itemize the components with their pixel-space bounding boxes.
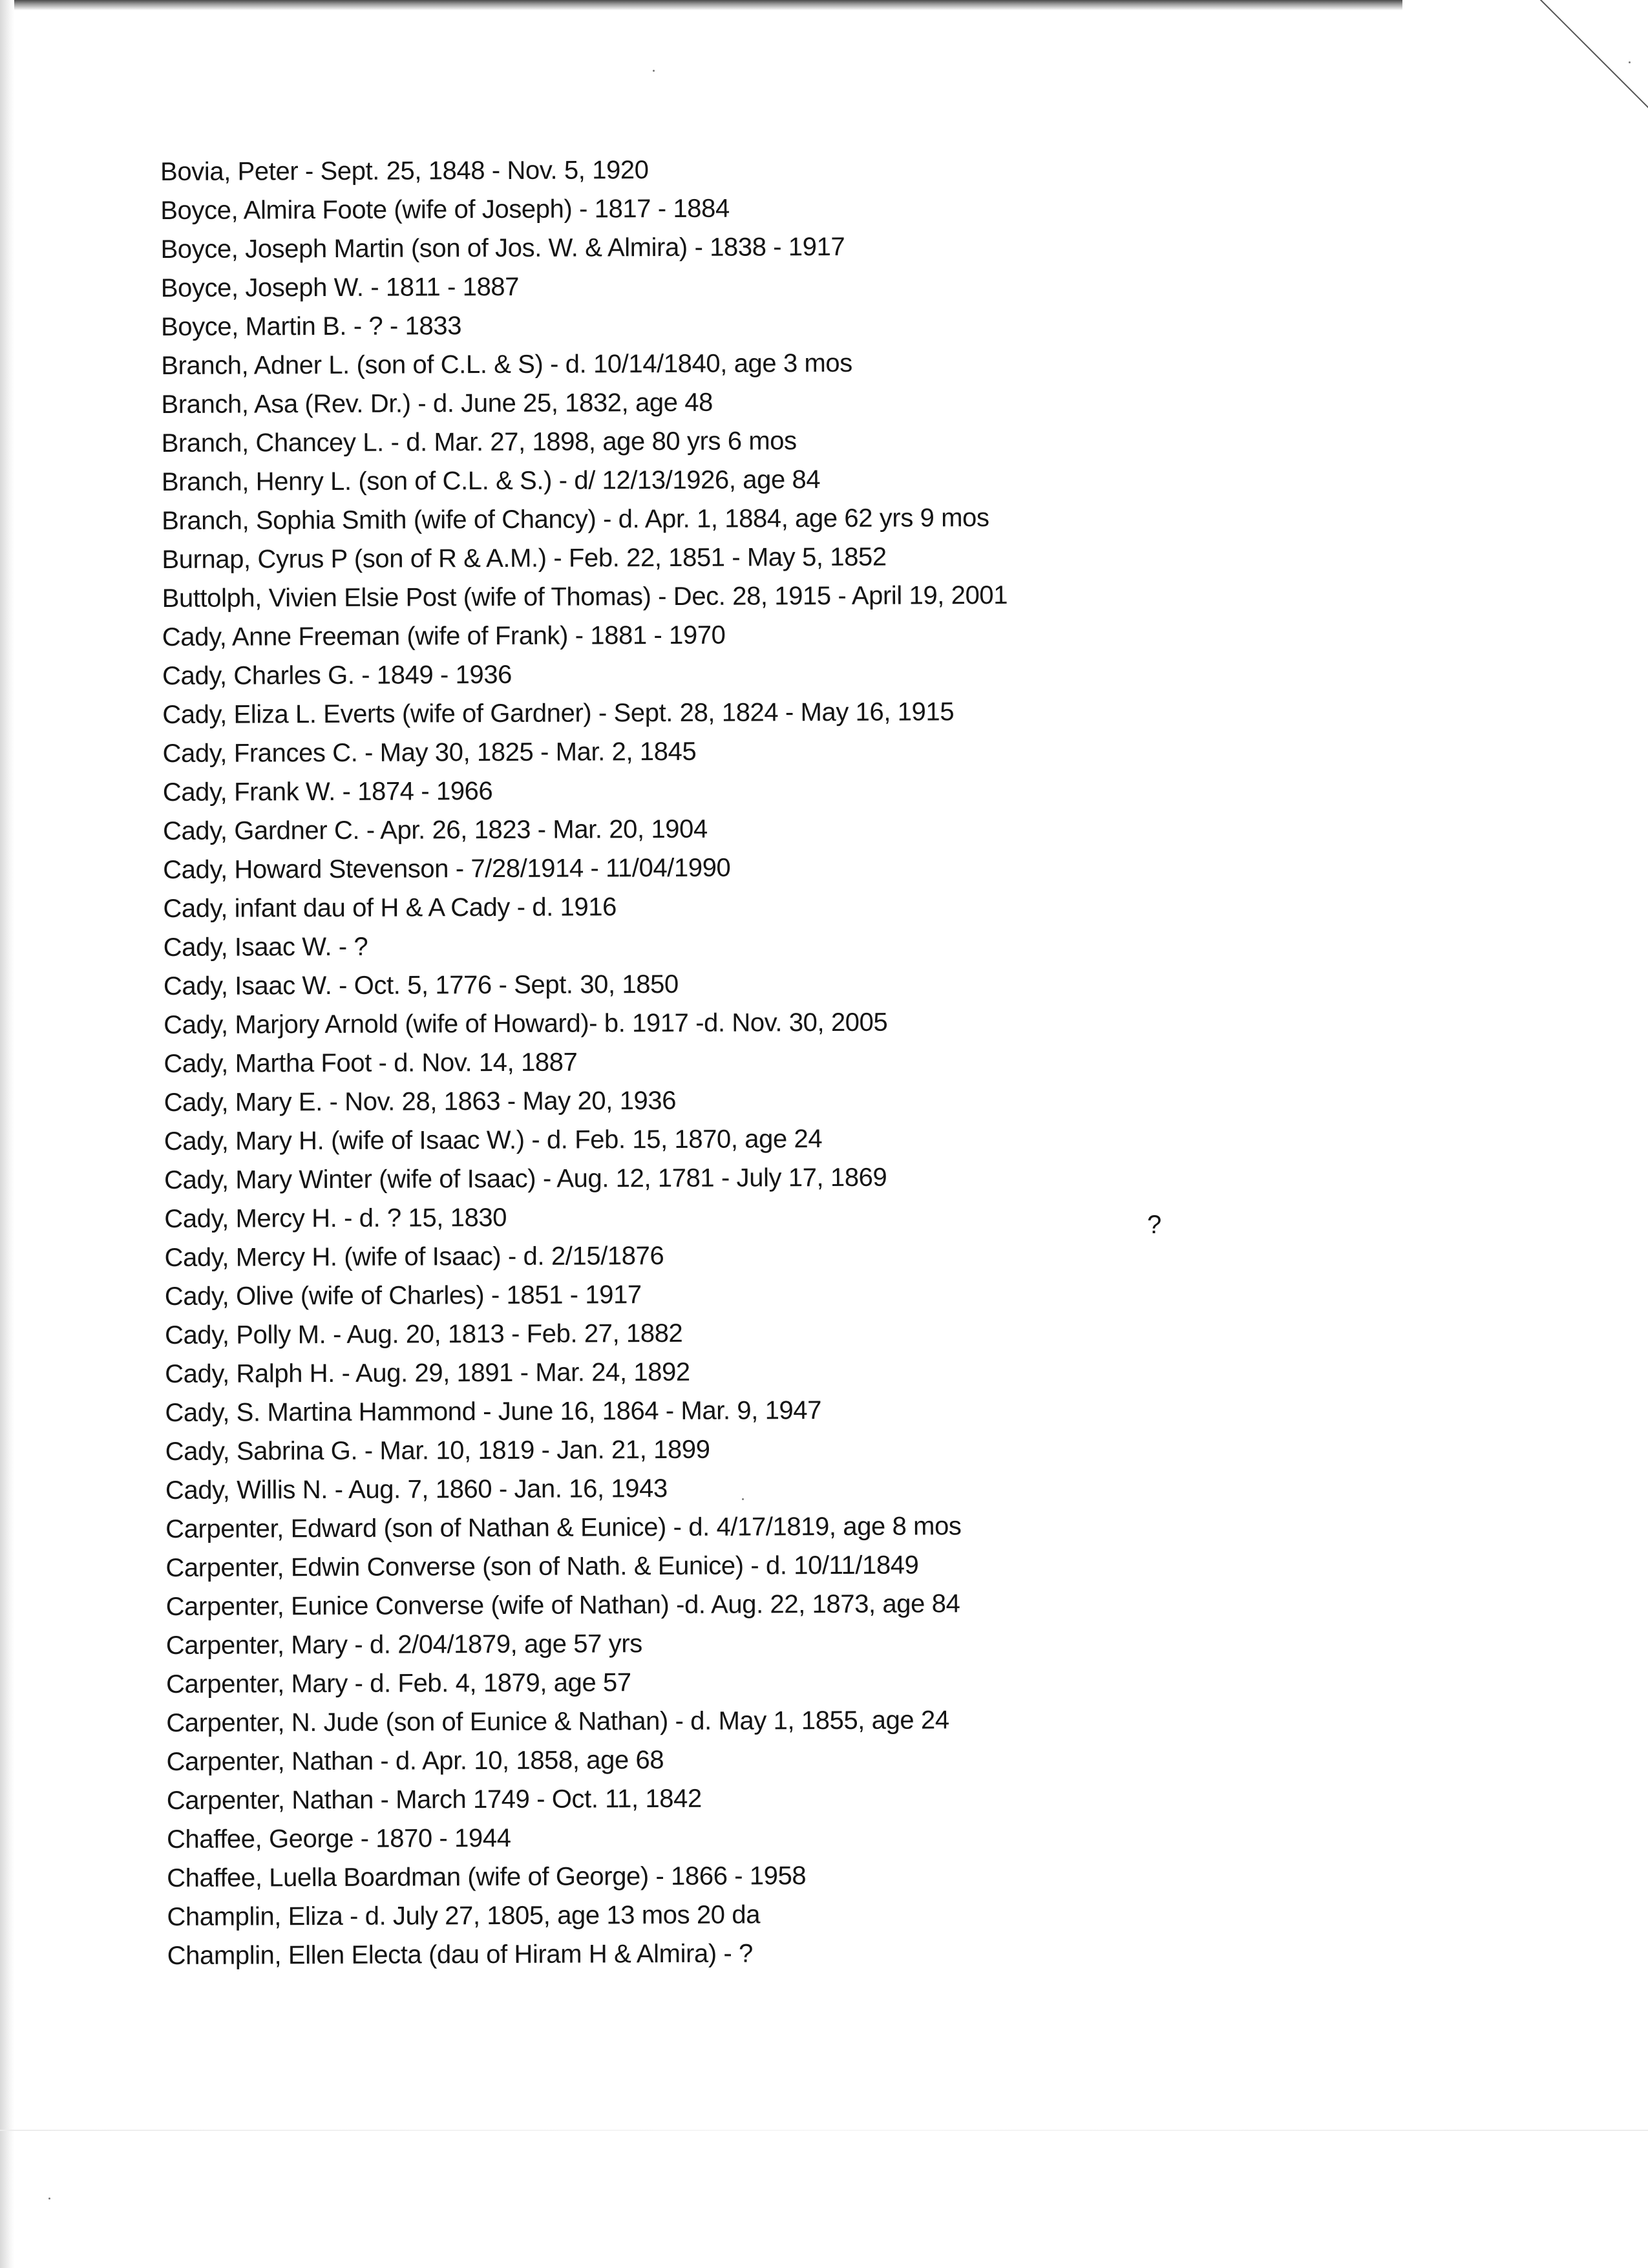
list-item: Carpenter, Nathan - d. Apr. 10, 1858, age 68: [166, 1746, 664, 1776]
list-item: Boyce, Martin B. - ? - 1833: [160, 312, 462, 341]
list-item: Boyce, Joseph Martin (son of Jos. W. & Almira) - 1838 - 1917: [160, 232, 845, 264]
list-item: Bovia, Peter - Sept. 25, 1848 - Nov. 5, 1920: [160, 156, 649, 186]
scan-shadow-line: [0, 2130, 1648, 2131]
scan-left-edge: [0, 0, 14, 2268]
list-item: Branch, Chancey L. - d. Mar. 27, 1898, age 80 yrs 6 mos: [161, 427, 797, 458]
list-item: Cady, Howard Stevenson - 7/28/1914 - 11/04/1990: [163, 853, 731, 884]
list-item: Cady, Anne Freeman (wife of Frank) - 1881 - 1970: [162, 620, 726, 652]
list-item: Carpenter, Edward (son of Nathan & Eunice) - d. 4/17/1819, age 8 mos: [165, 1512, 962, 1543]
list-item: Chaffee, Luella Boardman (wife of George) - 1866 - 1958: [167, 1861, 807, 1892]
list-item: Carpenter, N. Jude (son of Eunice & Nathan) - d. May 1, 1855, age 24: [166, 1706, 949, 1737]
list-item: Carpenter, Mary - d. Feb. 4, 1879, age 57: [166, 1668, 631, 1699]
list-item: Champlin, Ellen Electa (dau of Hiram H & Almira) - ?: [167, 1939, 753, 1970]
list-item: Burnap, Cyrus P (son of R & A.M.) - Feb. 22, 1851 - May 5, 1852: [162, 542, 887, 574]
list-item: Cady, Isaac W. - ?: [163, 932, 368, 962]
list-item: Branch, Asa (Rev. Dr.) - d. June 25, 1832, age 48: [161, 388, 713, 419]
list-item: Cady, Frances C. - May 30, 1825 - Mar. 2, 1845: [162, 737, 697, 768]
list-item: Chaffee, George - 1870 - 1944: [166, 1823, 511, 1854]
list-item: Buttolph, Vivien Elsie Post (wife of Thomas) - Dec. 28, 1915 - April 19, 2001: [162, 580, 1008, 613]
burial-list: [160, 149, 1013, 1975]
scan-speck: [48, 2198, 50, 2199]
list-item: Cady, infant dau of H & A Cady - d. 1916: [163, 893, 617, 923]
list-item: Cady, Frank W. - 1874 - 1966: [162, 777, 493, 807]
list-item: Cady, S. Martina Hammond - June 16, 1864 - Mar. 9, 1947: [165, 1396, 822, 1427]
list-item: Cady, Mary H. (wife of Isaac W.) - d. Feb. 15, 1870, age 24: [164, 1125, 823, 1156]
list-item: Cady, Ralph H. - Aug. 29, 1891 - Mar. 24, 1892: [165, 1357, 690, 1388]
list-item: Boyce, Almira Foote (wife of Joseph) - 1817 - 1884: [160, 194, 730, 225]
list-item: Branch, Adner L. (son of C.L. & S) - d. 10/14/1840, age 3 mos: [161, 348, 852, 380]
list-item: Carpenter, Nathan - March 1749 - Oct. 11, 1842: [166, 1784, 702, 1815]
list-item: Carpenter, Edwin Converse (son of Nath. & Eunice) - d. 10/11/1849: [165, 1551, 919, 1582]
list-item: Cady, Mary Winter (wife of Isaac) - Aug. 12, 1781 - July 17, 1869: [164, 1163, 887, 1194]
list-item: Champlin, Eliza - d. July 27, 1805, age 13 mos 20 da: [167, 1900, 761, 1931]
list-item: Cady, Gardner C. - Apr. 26, 1823 - Mar. 20, 1904: [162, 814, 708, 845]
list-item: Carpenter, Eunice Converse (wife of Nathan) -d. Aug. 22, 1873, age 84: [165, 1589, 960, 1621]
scan-top-edge: [0, 0, 1402, 10]
folded-corner: [1402, 0, 1648, 246]
list-item: Cady, Sabrina G. - Mar. 10, 1819 - Jan. 21, 1899: [165, 1435, 710, 1466]
scan-speck: [653, 70, 655, 72]
list-item: Cady, Martha Foot - d. Nov. 14, 1887: [164, 1048, 578, 1078]
scan-speck: [1629, 61, 1631, 63]
list-item: Branch, Sophia Smith (wife of Chancy) - d. Apr. 1, 1884, age 62 yrs 9 mos: [162, 503, 989, 535]
list-item: Cady, Mary E. - Nov. 28, 1863 - May 20, 1936: [164, 1086, 677, 1117]
list-item: Carpenter, Mary - d. 2/04/1879, age 57 yrs: [165, 1629, 642, 1660]
list-item: Branch, Henry L. (son of C.L. & S.) - d/ 12/13/1926, age 84: [161, 465, 821, 496]
list-item: Cady, Charles G. - 1849 - 1936: [162, 660, 512, 690]
list-item: Cady, Olive (wife of Charles) - 1851 - 1917: [164, 1280, 642, 1311]
list-item: Cady, Marjory Arnold (wife of Howard)- b. 1917 -d. Nov. 30, 2005: [164, 1008, 888, 1039]
list-item: Cady, Polly M. - Aug. 20, 1813 - Feb. 27, 1882: [164, 1319, 683, 1350]
margin-question-mark: ?: [1147, 1211, 1162, 1239]
list-item: Boyce, Joseph W. - 1811 - 1887: [160, 272, 520, 302]
list-item: Cady, Isaac W. - Oct. 5, 1776 - Sept. 30, 1850: [163, 970, 679, 1001]
list-item: Cady, Willis N. - Aug. 7, 1860 - Jan. 16, 1943: [165, 1474, 668, 1505]
list-item: Cady, Eliza L. Everts (wife of Gardner) - Sept. 28, 1824 - May 16, 1915: [162, 697, 955, 729]
list-item: Cady, Mercy H. - d. ? 15, 1830: [164, 1203, 507, 1233]
list-item: Cady, Mercy H. (wife of Isaac) - d. 2/15/1876: [164, 1242, 664, 1272]
